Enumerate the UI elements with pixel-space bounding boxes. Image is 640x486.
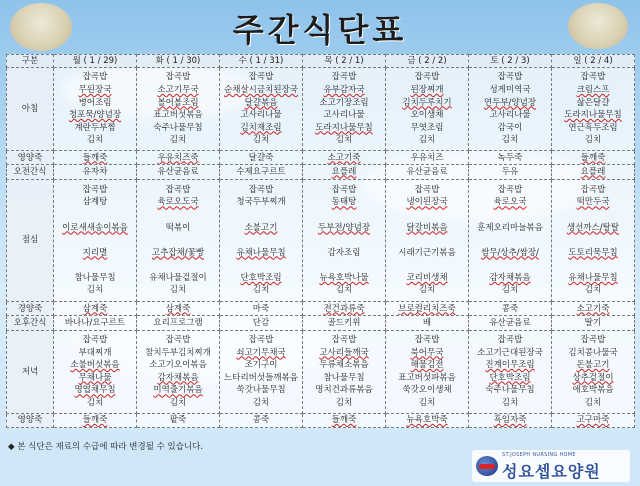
dish-item: 상추겉절이 <box>572 372 614 383</box>
header-day-sat: 토 ( 2 / 3) <box>469 55 552 68</box>
dish-item: 잡곡밥 <box>580 72 606 83</box>
dish-item: 김치 <box>584 397 602 408</box>
dish-item: 김치 <box>86 285 104 296</box>
dish-item: 두유 <box>501 166 519 177</box>
dish-item: 김치재조림 <box>240 122 282 133</box>
menu-cell <box>220 413 303 427</box>
meal-label: 오후간식 <box>7 316 54 330</box>
menu-cell <box>386 179 469 302</box>
dish-item: 배 <box>422 317 432 328</box>
dish-item: 달걀죽 <box>248 152 274 163</box>
dish-spacer <box>54 259 136 272</box>
dish-spacer <box>54 209 136 222</box>
dish-item: 고추잡채/꽃빵 <box>151 247 205 258</box>
dish-item: 잡곡밥 <box>497 72 523 83</box>
dish-item: 잡곡밥 <box>414 334 440 345</box>
dish-item: 김치 <box>335 285 353 296</box>
dish-item: 김치 <box>252 285 270 296</box>
menu-cell <box>469 179 552 302</box>
dish-spacer <box>552 209 634 222</box>
nursing-home-logo <box>472 450 630 482</box>
dish-item: 소불버섯볶음 <box>70 360 120 371</box>
dish-item: 김치 <box>335 135 353 146</box>
dish-item: 소고기장조림 <box>319 97 369 108</box>
dish-item: 유산균음료 <box>406 166 448 177</box>
dish-item: 잡곡밥 <box>331 334 357 345</box>
header-day-mon: 월 ( 1 / 29) <box>54 55 137 68</box>
menu-cell <box>220 165 303 179</box>
dish-item: 느타리버섯들깨볶음 <box>224 372 298 383</box>
menu-cell <box>220 68 303 151</box>
menu-cell <box>469 316 552 330</box>
logo-subtitle: ST.JOSEPH NURSING HOME <box>502 452 576 458</box>
menu-cell <box>303 68 386 151</box>
dish-item: 전건과류죽 <box>323 303 365 314</box>
dish-item: 요플레 <box>580 166 606 177</box>
header-day-thu: 목 ( 2 / 1) <box>303 55 386 68</box>
dish-spacer <box>469 209 551 222</box>
dish-item: 잡곡밥 <box>82 72 108 83</box>
menu-cell <box>54 151 137 165</box>
dish-item: 두류채소볶음 <box>319 360 369 371</box>
menu-cell <box>54 302 137 316</box>
menu-cell <box>386 330 469 413</box>
menu-cell <box>386 302 469 316</box>
dish-item: 육로오국 <box>493 197 527 208</box>
dish-item: 잡곡밥 <box>580 334 606 345</box>
dish-item: 잡곡밥 <box>248 334 274 345</box>
menu-cell <box>386 151 469 165</box>
menu-row <box>7 179 635 302</box>
dish-item: 병어조림 <box>78 97 112 108</box>
meal-label: 점심 <box>7 179 54 302</box>
dish-item: 김치 <box>584 135 602 146</box>
dish-item: 오이생채 <box>410 110 444 121</box>
dish-item: 도라지나물무침 <box>564 110 622 121</box>
dish-item: 단호박조림 <box>489 372 531 383</box>
dish-item: 김치 <box>418 397 436 408</box>
dish-item: 유채나물무침 <box>568 272 618 283</box>
dish-item: 단감 <box>252 317 270 328</box>
dish-item: 김치 <box>86 397 104 408</box>
dish-item: 감자채볶음 <box>157 372 199 383</box>
dish-item: 우유치즈 <box>410 152 444 163</box>
meal-label: 영양죽 <box>7 151 54 165</box>
dish-spacer <box>386 234 468 247</box>
page-title: 주간식단표 <box>232 11 408 49</box>
dish-item: 애호박볶음 <box>572 385 614 396</box>
dish-item: 뉴욕호박죽 <box>406 415 448 426</box>
dish-item: 김치 <box>418 135 436 146</box>
dish-item: 김치콩나물국 <box>568 347 618 358</box>
menu-cell <box>54 179 137 302</box>
menu-cell <box>386 165 469 179</box>
dish-item: 미역줄기볶음 <box>153 385 203 396</box>
dish-item: 잡곡밥 <box>331 184 357 195</box>
dish-item: 고사리나물 <box>323 110 365 121</box>
menu-cell <box>303 302 386 316</box>
menu-cell <box>386 316 469 330</box>
dish-item: 북어무국 <box>410 347 444 358</box>
dish-item: 김치 <box>86 135 104 146</box>
menu-cell <box>220 316 303 330</box>
dish-item: 잡곡밥 <box>331 72 357 83</box>
dish-item: 무된장국 <box>78 84 112 95</box>
dish-item: 지리멸 <box>82 247 108 258</box>
menu-cell <box>552 151 635 165</box>
header-day-fri: 금 ( 2 / 2) <box>386 55 469 68</box>
header-corner: 구분 <box>7 55 54 68</box>
dish-item: 요플레 <box>331 166 357 177</box>
dish-item: 소고기죽 <box>576 303 610 314</box>
menu-cell <box>220 151 303 165</box>
dish-item: 잡곡밥 <box>497 184 523 195</box>
dish-item: 쌈무/상추/쌈장/ <box>481 247 539 258</box>
dish-item: 김치 <box>501 285 519 296</box>
dish-item: 표고버섯파볶음 <box>398 372 456 383</box>
menu-cell <box>54 330 137 413</box>
menu-cell <box>552 68 635 151</box>
dish-item: 떡볶이 <box>165 222 191 233</box>
menu-cell <box>54 68 137 151</box>
dish-item: 잡곡밥 <box>414 184 440 195</box>
dish-item: 도토리묵무침 <box>568 247 618 258</box>
dish-item: 훈제오리마늘볶음 <box>477 222 543 233</box>
dish-item: 돈불고기 <box>576 360 610 371</box>
dish-item: 성게미역국 <box>489 84 531 95</box>
dish-item: 김치두루치기 <box>402 97 452 108</box>
dish-item: 소고기오이볶음 <box>149 360 207 371</box>
dish-item: 팥죽 <box>169 415 187 426</box>
dish-item: 잡곡밥 <box>580 184 606 195</box>
dish-item: 연근흑두조림 <box>568 122 618 133</box>
dish-spacer <box>220 209 302 222</box>
menu-cell <box>54 316 137 330</box>
dish-spacer <box>220 259 302 272</box>
dish-item: 고사리들깨국 <box>319 347 369 358</box>
menu-cell <box>469 413 552 427</box>
dish-item: 소고기무국 <box>157 84 199 95</box>
dish-item: 청포묵/양념장 <box>68 110 122 121</box>
dish-item: 마죽 <box>252 303 270 314</box>
menu-cell <box>469 165 552 179</box>
dish-item: 소불고기 <box>244 222 278 233</box>
dish-spacer <box>303 259 385 272</box>
dish-item: 청국두부찌개 <box>236 197 286 208</box>
dish-item: 김치 <box>335 397 353 408</box>
menu-cell <box>137 316 220 330</box>
menu-cell <box>54 413 137 427</box>
dish-item: 시래기근기볶음 <box>398 247 456 258</box>
dish-item: 잡곡밥 <box>82 184 108 195</box>
menu-cell <box>469 68 552 151</box>
dish-item: 들깨죽 <box>331 415 357 426</box>
menu-cell <box>303 413 386 427</box>
dish-spacer <box>469 234 551 247</box>
menu-cell <box>137 179 220 302</box>
dish-item: 녹두죽 <box>497 152 523 163</box>
dish-item: 브로컬리치즈죽 <box>398 303 456 314</box>
dish-item: 동태탕 <box>331 197 357 208</box>
dish-spacer <box>137 259 219 272</box>
dish-item: 김치 <box>169 397 187 408</box>
dish-item: 김치 <box>252 135 270 146</box>
dish-item: 육로오도국 <box>157 197 199 208</box>
dish-item: 조기구이 <box>244 360 278 371</box>
dish-item: 잡곡밥 <box>248 72 274 83</box>
dish-item: 콩죽 <box>501 303 519 314</box>
menu-cell <box>303 179 386 302</box>
dish-item: 쇠고기무채국 <box>236 347 286 358</box>
dish-item: 잡곡밥 <box>165 72 191 83</box>
dish-item: 요리프로그램 <box>153 317 203 328</box>
menu-cell <box>137 68 220 151</box>
dish-item: 이로새새송이볶음 <box>62 222 128 233</box>
menu-cell <box>469 302 552 316</box>
dish-item: 유산균음료 <box>489 317 531 328</box>
dish-item: 들깨죽 <box>580 152 606 163</box>
dish-spacer <box>137 209 219 222</box>
dish-item: 명엽채무침 <box>74 385 116 396</box>
dish-spacer <box>386 209 468 222</box>
menu-cell <box>220 302 303 316</box>
dish-item: 순채살시금치된장국 <box>224 84 298 95</box>
menu-cell <box>552 302 635 316</box>
meal-label: 아침 <box>7 68 54 151</box>
dish-item: 소고기죽 <box>327 152 361 163</box>
dish-item: 잡곡밥 <box>82 334 108 345</box>
dish-item: 떡만두국 <box>576 197 610 208</box>
dish-item: 연두부/양념장 <box>483 97 537 108</box>
dish-spacer <box>552 234 634 247</box>
header-row <box>7 55 635 68</box>
dish-item: 들깨죽 <box>82 152 108 163</box>
dish-item: 김치 <box>169 135 187 146</box>
dish-item: 들깨죽 <box>82 415 108 426</box>
dish-item: 유자차 <box>82 166 108 177</box>
dish-item: 김치 <box>584 285 602 296</box>
dish-item: 무엿조림 <box>410 122 444 133</box>
dish-item: 유산균음료 <box>157 166 199 177</box>
dish-item: 단호박조림 <box>240 272 282 283</box>
dish-item: 감자채볶음 <box>489 272 531 283</box>
dish-spacer <box>137 234 219 247</box>
dish-spacer <box>469 259 551 272</box>
menu-cell <box>303 151 386 165</box>
dish-item: 소고기근대된장국 <box>477 347 543 358</box>
logo-mark-icon <box>476 456 498 476</box>
dish-item: 부대찌개 <box>78 347 112 358</box>
dish-item: 잡곡밥 <box>414 72 440 83</box>
dish-spacer <box>303 209 385 222</box>
menu-cell <box>552 316 635 330</box>
dish-item: 명치건과류볶음 <box>315 385 373 396</box>
dish-item: 진계이무조림 <box>485 360 535 371</box>
header-day-sun: 일 ( 2 / 4) <box>552 55 635 68</box>
dish-item: 김치 <box>169 285 187 296</box>
menu-row <box>7 165 635 179</box>
dish-item: 김치 <box>252 397 270 408</box>
dish-spacer <box>220 234 302 247</box>
dish-item: 도라지나물무침 <box>315 122 373 133</box>
dish-item: 삶은달걀 <box>576 97 610 108</box>
menu-cell <box>137 302 220 316</box>
dish-item: 쑥갓오이생채 <box>402 385 452 396</box>
menu-cell <box>552 330 635 413</box>
dish-item: 유채나물무침 <box>236 247 286 258</box>
dish-item: 숙주나물무침 <box>485 385 535 396</box>
dish-item: 된장찌개 <box>410 84 444 95</box>
menu-cell <box>552 179 635 302</box>
dish-item: 우유치즈죽 <box>157 152 199 163</box>
dish-spacer <box>552 259 634 272</box>
dish-item: 콩죽 <box>252 415 270 426</box>
meal-label: 오전간식 <box>7 165 54 179</box>
dish-item: 볼어볼조림 <box>157 97 199 108</box>
menu-cell <box>469 151 552 165</box>
dish-item: 참나물무침 <box>323 372 365 383</box>
dish-item: 고사리나물 <box>489 110 531 121</box>
dish-item: 숙주나물무침 <box>153 122 203 133</box>
menu-row <box>7 68 635 151</box>
menu-cell <box>469 330 552 413</box>
dish-item: 유채나물겉절이 <box>149 272 207 283</box>
dish-item: 삼계죽 <box>165 303 191 314</box>
header-day-tue: 화 ( 1 / 30) <box>137 55 220 68</box>
dish-item: 생선까스/탈탈 <box>566 222 620 233</box>
menu-row <box>7 316 635 330</box>
dish-item: 고구마죽 <box>576 415 610 426</box>
dish-spacer <box>386 259 468 272</box>
dish-item: 김치 <box>501 135 519 146</box>
dish-spacer <box>54 234 136 247</box>
menu-cell <box>137 330 220 413</box>
menu-cell <box>386 68 469 151</box>
dish-item: 쑥갓나물무침 <box>236 385 286 396</box>
dish-item: 삼계죽 <box>82 303 108 314</box>
dish-item: 잡곡밥 <box>165 184 191 195</box>
dish-item: 삼계탕 <box>82 197 108 208</box>
menu-cell <box>220 179 303 302</box>
dish-item: 잡곡밥 <box>248 184 274 195</box>
dish-item: 뉴욕호박나물 <box>319 272 369 283</box>
dish-item: 계란두부찜 <box>74 122 116 133</box>
dish-item: 김치 <box>501 397 519 408</box>
dish-item: 무채나물 <box>78 372 112 383</box>
menu-row <box>7 330 635 413</box>
dish-item: 흑임자죽 <box>493 415 527 426</box>
menu-change-notice: ◆ 본 식단은 재료의 수급에 따라 변경될 수 있습니다. <box>8 442 204 452</box>
dish-item: 김치 <box>418 285 436 296</box>
menu-cell <box>220 330 303 413</box>
dish-item: 잡곡밥 <box>165 334 191 345</box>
dish-item: 크림스프 <box>576 84 610 95</box>
menu-cell <box>54 165 137 179</box>
menu-cell <box>303 165 386 179</box>
menu-cell <box>552 165 635 179</box>
dish-item: 잡곡밥 <box>497 334 523 345</box>
dish-item: 닭갈비볶음 <box>406 222 448 233</box>
meal-label: 영양죽 <box>7 413 54 427</box>
dish-item: 두부전/양념장 <box>317 222 371 233</box>
menu-cell <box>552 413 635 427</box>
dish-item: 달걀볶음 <box>244 97 278 108</box>
dish-item: 참나물무침 <box>74 272 116 283</box>
meal-label: 저녁 <box>7 330 54 413</box>
dish-item: 코리비생채 <box>406 272 448 283</box>
logo-name: 성요셉요양원 <box>502 462 601 481</box>
weekly-menu-table <box>6 54 635 428</box>
dish-item: 딸기 <box>584 317 602 328</box>
meal-label: 경양죽 <box>7 302 54 316</box>
dish-item: 참치두부김치찌개 <box>145 347 211 358</box>
dish-item: 수제요구르트 <box>236 166 286 177</box>
menu-cell <box>303 330 386 413</box>
dish-item: 감자조림 <box>327 247 361 258</box>
menu-cell <box>137 165 220 179</box>
dish-item: 바나나/요구르트 <box>64 317 126 328</box>
menu-row <box>7 413 635 427</box>
dish-item: 표고버섯볶음 <box>153 110 203 121</box>
menu-cell <box>303 316 386 330</box>
dish-item: 골드키위 <box>327 317 361 328</box>
menu-cell <box>386 413 469 427</box>
dish-item: 유부감자국 <box>323 84 365 95</box>
menu-row <box>7 302 635 316</box>
dish-item: 고사리나물 <box>240 110 282 121</box>
dish-item: 냉이된장국 <box>406 197 448 208</box>
menu-cell <box>137 151 220 165</box>
dish-item: 감국이 <box>497 122 523 133</box>
header-day-wed: 수 ( 1 / 31) <box>220 55 303 68</box>
dish-spacer <box>303 234 385 247</box>
dish-item: 해물김전 <box>410 360 444 371</box>
menu-row <box>7 151 635 165</box>
menu-cell <box>137 413 220 427</box>
